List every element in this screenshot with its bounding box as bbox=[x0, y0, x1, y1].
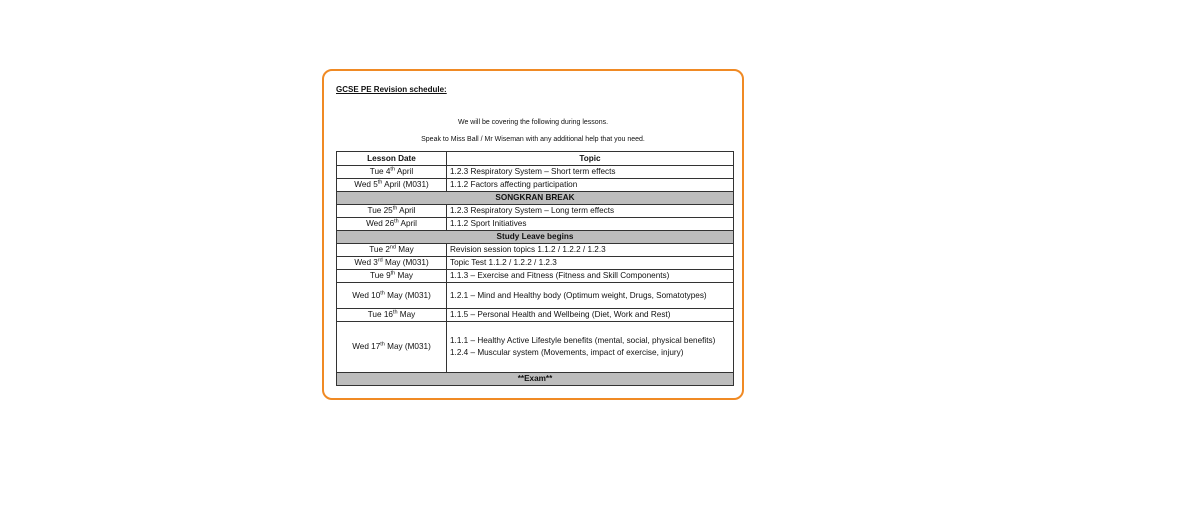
lesson-topic: Revision session topics 1.1.2 / 1.2.2 / 1.2.3 bbox=[447, 244, 734, 257]
schedule-table bbox=[336, 151, 734, 386]
column-header-lesson-date: Lesson Date bbox=[337, 152, 447, 166]
lesson-date: Wed 17th May (M031) bbox=[337, 322, 447, 373]
table-row bbox=[337, 257, 734, 270]
lesson-date: Wed 10th May (M031) bbox=[337, 283, 447, 309]
lesson-date: Tue 16th May bbox=[337, 309, 447, 322]
lesson-topic bbox=[447, 322, 734, 373]
lesson-date: Tue 25th April bbox=[337, 205, 447, 218]
lesson-date: Wed 5th April (M031) bbox=[337, 179, 447, 192]
section-band-row bbox=[337, 373, 734, 386]
lesson-date: Wed 3rd May (M031) bbox=[337, 257, 447, 270]
section-band-label: Study Leave begins bbox=[337, 231, 734, 244]
intro-line-1: We will be covering the following during lessons. bbox=[457, 119, 609, 126]
lesson-date: Wed 26th April bbox=[337, 218, 447, 231]
lesson-topic-line-2: 1.2.4 – Muscular system (Movements, impact of exercise, injury) bbox=[450, 348, 684, 357]
table-row bbox=[337, 244, 734, 257]
lesson-topic: 1.1.2 Sport Initiatives bbox=[447, 218, 734, 231]
table-row bbox=[337, 166, 734, 179]
section-band-row bbox=[337, 192, 734, 205]
intro-line-2: Speak to Miss Ball / Mr Wiseman with any additional help that you need. bbox=[421, 136, 645, 143]
section-band-label: SONGKRAN BREAK bbox=[337, 192, 734, 205]
lesson-date: Tue 9th May bbox=[337, 270, 447, 283]
table-row bbox=[337, 205, 734, 218]
revision-schedule-card bbox=[322, 69, 744, 400]
table-row bbox=[337, 270, 734, 283]
section-band-row bbox=[337, 231, 734, 244]
section-band-label: **Exam** bbox=[337, 373, 734, 386]
lesson-topic: 1.1.3 – Exercise and Fitness (Fitness and Skill Components) bbox=[447, 270, 734, 283]
lesson-topic: Topic Test 1.1.2 / 1.2.2 / 1.2.3 bbox=[447, 257, 734, 270]
lesson-topic: 1.1.5 – Personal Health and Wellbeing (Diet, Work and Rest) bbox=[447, 309, 734, 322]
lesson-topic: 1.2.1 – Mind and Healthy body (Optimum weight, Drugs, Somatotypes) bbox=[447, 283, 734, 309]
table-row bbox=[337, 322, 734, 373]
table-row bbox=[337, 283, 734, 309]
document-title: GCSE PE Revision schedule: bbox=[336, 85, 447, 94]
table-row bbox=[337, 309, 734, 322]
table-header-row bbox=[337, 152, 734, 166]
lesson-date: Tue 2nd May bbox=[337, 244, 447, 257]
table-row bbox=[337, 218, 734, 231]
lesson-topic: 1.1.2 Factors affecting participation bbox=[447, 179, 734, 192]
lesson-topic: 1.2.3 Respiratory System – Short term effects bbox=[447, 166, 734, 179]
lesson-topic-line-1: 1.1.1 – Healthy Active Lifestyle benefits (mental, social, physical benefits) bbox=[450, 336, 716, 345]
lesson-date: Tue 4th April bbox=[337, 166, 447, 179]
column-header-topic: Topic bbox=[447, 152, 734, 166]
lesson-topic: 1.2.3 Respiratory System – Long term effects bbox=[447, 205, 734, 218]
table-row bbox=[337, 179, 734, 192]
